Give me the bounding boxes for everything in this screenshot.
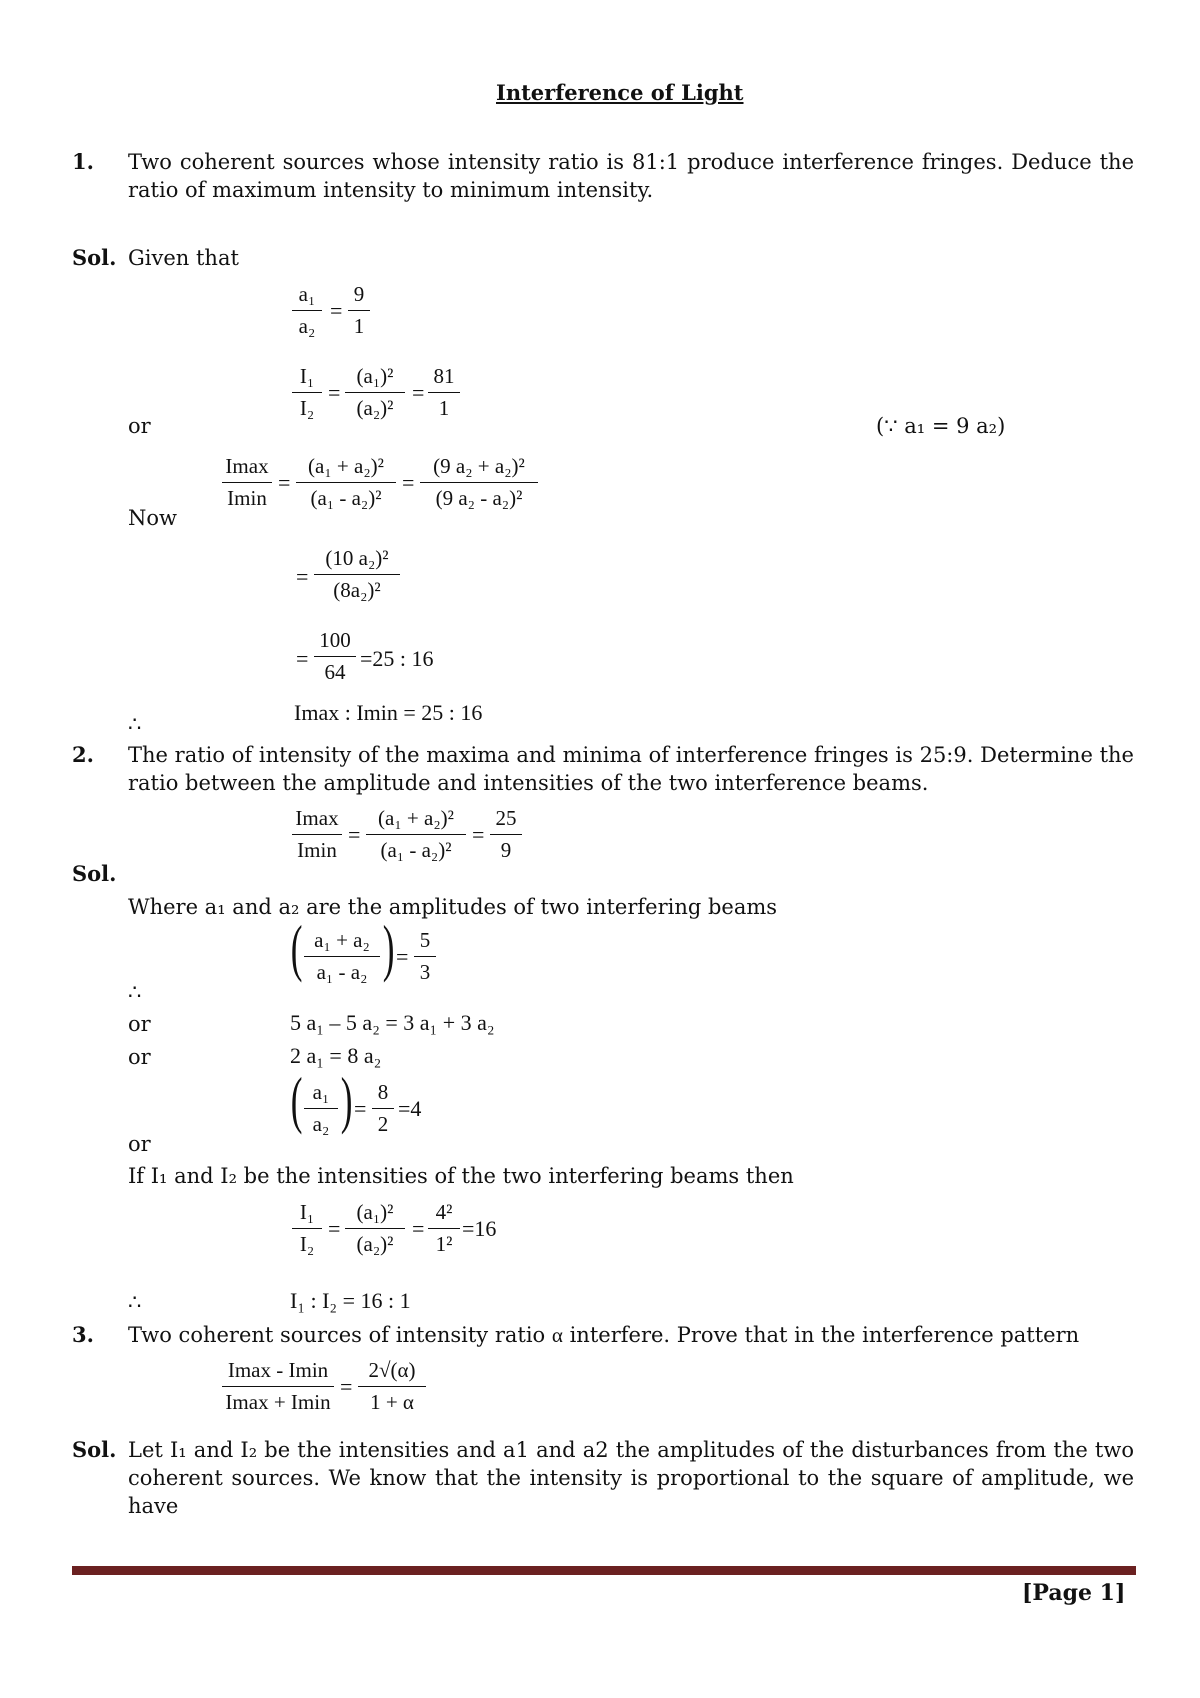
q2-eq3-f1 xyxy=(304,1080,338,1137)
q2-eq1-n3: 25 xyxy=(490,806,522,835)
q1-eq1-lhs xyxy=(292,282,322,339)
therefore-symbol: ∴ xyxy=(128,980,142,1004)
q1-given-text: Given that xyxy=(128,246,239,270)
q2-eq4-d3: 1² xyxy=(435,1232,453,1256)
q1-since-note: (∵ a₁ = 9 a₂) xyxy=(876,414,1006,438)
q3-eq-rden: 1 + α xyxy=(370,1390,414,1414)
q2-eq3-rnum: 8 xyxy=(372,1080,394,1109)
q1-eq3-f3 xyxy=(420,454,538,511)
q1-eq1-rhs xyxy=(348,282,370,339)
therefore-symbol: ∴ xyxy=(128,1290,142,1314)
q3-eq-rnum: 2√(α) xyxy=(358,1358,426,1387)
q2-eq1-n2: (a₁ + a₂)² xyxy=(366,806,466,835)
q2-final-ratio: I₁ : I₂ = 16 : 1 xyxy=(290,1288,411,1313)
q1-eq5-num: 100 xyxy=(314,628,356,657)
q2-eq2-num: a₁ + a₂ xyxy=(304,928,380,957)
equals-sign: = xyxy=(328,380,341,405)
q2-eq3-rden: 2 xyxy=(377,1112,389,1136)
equals-sign: = xyxy=(296,564,309,589)
q2-eq4-rhs: =16 xyxy=(462,1216,497,1241)
q1-eq3-n3: (9 a₂ + a₂)² xyxy=(420,454,538,483)
q2-eq4-f1 xyxy=(292,1200,322,1257)
q2-or-label-2: or xyxy=(128,1045,151,1069)
q1-eq5 xyxy=(314,628,356,685)
equals-sign: = xyxy=(472,822,485,847)
q3-sol-text: Let I₁ and I₂ be the intensities and a1 and a2 the amplitudes of the disturbances from the two coherent sources. We know that the intensity is proportional to the square of amplitude, we have xyxy=(128,1438,1134,1518)
q1-eq2-n1: I₁ xyxy=(292,364,322,393)
q2-eq1-d2: (a₁ - a₂)² xyxy=(380,838,452,862)
footer-rule xyxy=(72,1566,1136,1575)
therefore-symbol: ∴ xyxy=(128,712,142,736)
left-paren: ( xyxy=(290,912,303,983)
q2-eq4-f3 xyxy=(428,1200,460,1257)
q2-text: The ratio of intensity of the maxima and minima of interference fringes is 25:9. Determine the ratio between the amplitude and intensities of the two interference beams. xyxy=(128,743,1134,795)
q2-where-text: Where a₁ and a₂ are the amplitudes of two interfering beams xyxy=(128,895,778,919)
q1-or-label: or xyxy=(128,414,151,438)
q1-eq2-f3 xyxy=(428,364,460,421)
q2-sol-label: Sol. xyxy=(72,861,117,886)
alpha-symbol: α xyxy=(551,1323,563,1347)
q2-eq1-f3 xyxy=(490,806,522,863)
q2-if-text: If I₁ and I₂ be the intensities of the two interfering beams then xyxy=(128,1164,794,1188)
page-number: [Page 1] xyxy=(1022,1580,1126,1606)
q2-number: 2. xyxy=(72,742,94,767)
q1-eq1-rhs-den: 1 xyxy=(353,314,365,338)
q1-eq2-d1: I₂ xyxy=(299,396,315,420)
q1-eq2-f2 xyxy=(345,364,405,421)
equals-sign: = xyxy=(412,1216,425,1241)
q2-line-1: 5 a₁ – 5 a₂ = 3 a₁ + 3 a₂ xyxy=(290,1010,495,1035)
q2-or-label-1: or xyxy=(128,1012,151,1036)
q2-eq1-n1: Imax xyxy=(292,806,342,835)
q1-number: 1. xyxy=(72,149,94,174)
q3-text-line xyxy=(128,1321,1079,1349)
q2-eq1-d1: Imin xyxy=(297,838,337,862)
equals-sign: = xyxy=(340,1374,353,1399)
q2-eq4-n2: (a₁)² xyxy=(345,1200,405,1229)
q3-number: 3. xyxy=(72,1322,94,1347)
q2-eq4-d2: (a₂)² xyxy=(356,1232,394,1256)
q1-eq2-d3: 1 xyxy=(438,396,450,420)
q2-eq4-n3: 4² xyxy=(428,1200,460,1229)
q2-eq3-num: a₁ xyxy=(304,1080,338,1109)
q2-eq1-f1 xyxy=(292,806,342,863)
q1-eq3-n2: (a₁ + a₂)² xyxy=(296,454,396,483)
q1-eq2-d2: (a₂)² xyxy=(356,396,394,420)
q1-eq3-f1 xyxy=(222,454,272,511)
q1-now-label: Now xyxy=(128,506,177,530)
q3-eq-f2 xyxy=(358,1358,426,1415)
q3-text-a: Two coherent sources of intensity ratio xyxy=(128,1323,546,1347)
q2-eq3-f2 xyxy=(372,1080,394,1137)
q1-eq4 xyxy=(314,546,400,603)
q2-or-label-3: or xyxy=(128,1132,151,1156)
q3-eq-den: Imax + Imin xyxy=(225,1390,331,1414)
q1-eq5-den: 64 xyxy=(324,660,346,684)
q2-eq2-den: a₁ - a₂ xyxy=(316,960,368,984)
q1-text: Two coherent sources whose intensity ratio is 81:1 produce interference fringes. Deduce the ratio of maximum intensity to minimum intensity. xyxy=(128,150,1134,202)
q1-eq4-num: (10 a₂)² xyxy=(314,546,400,575)
q2-eq2-f1 xyxy=(304,928,380,985)
equals-sign: = xyxy=(296,646,309,671)
q2-eq3-rhs: =4 xyxy=(398,1096,422,1121)
equals-sign: = xyxy=(328,1216,341,1241)
q1-eq3-d1: Imin xyxy=(227,486,267,510)
equals-sign: = xyxy=(402,470,415,495)
q1-sol-label: Sol. xyxy=(72,245,117,270)
q2-eq2-f2 xyxy=(414,928,436,985)
equals-sign: = xyxy=(396,944,409,969)
q3-eq-f1 xyxy=(222,1358,334,1415)
q2-eq1-f2 xyxy=(366,806,466,863)
left-paren: ( xyxy=(290,1064,303,1135)
q2-eq4-d1: I₂ xyxy=(299,1232,315,1256)
equals-sign: = xyxy=(354,1096,367,1121)
q2-eq4-n1: I₁ xyxy=(292,1200,322,1229)
q1-eq3-d2: (a₁ - a₂)² xyxy=(310,486,382,510)
q1-eq3-n1: Imax xyxy=(222,454,272,483)
equals-sign: = xyxy=(348,822,361,847)
page-title: Interference of Light xyxy=(496,80,744,105)
q1-final-ratio: Imax : Imin = 25 : 16 xyxy=(294,700,483,725)
q1-eq1-rhs-num: 9 xyxy=(348,282,370,311)
q2-eq1-d3: 9 xyxy=(500,838,512,862)
q2-eq2-rnum: 5 xyxy=(414,928,436,957)
q1-eq3-d3: (9 a₂ - a₂)² xyxy=(435,486,523,510)
q1-eq3-f2 xyxy=(296,454,396,511)
q1-eq1-den: a₂ xyxy=(298,314,316,338)
equals-sign: = xyxy=(278,470,291,495)
right-paren: ) xyxy=(340,1064,353,1135)
q2-eq2-rden: 3 xyxy=(419,960,431,984)
q3-text-b: interfere. Prove that in the interference pattern xyxy=(569,1323,1080,1347)
q1-eq1-num: a₁ xyxy=(292,282,322,311)
equals-sign: = xyxy=(330,298,343,323)
right-paren: ) xyxy=(382,912,395,983)
q1-eq4-den: (8a₂)² xyxy=(333,578,381,602)
q3-sol-label: Sol. xyxy=(72,1437,117,1462)
q2-line-2: 2 a₁ = 8 a₂ xyxy=(290,1043,382,1068)
q1-eq2-n2: (a₁)² xyxy=(345,364,405,393)
q3-eq-num: Imax - Imin xyxy=(222,1358,334,1387)
q1-eq2-n3: 81 xyxy=(428,364,460,393)
q1-eq2-f1 xyxy=(292,364,322,421)
q2-eq3-den: a₂ xyxy=(312,1112,330,1136)
q1-eq5-rhs: =25 : 16 xyxy=(360,646,434,671)
equals-sign: = xyxy=(412,380,425,405)
q2-eq4-f2 xyxy=(345,1200,405,1257)
